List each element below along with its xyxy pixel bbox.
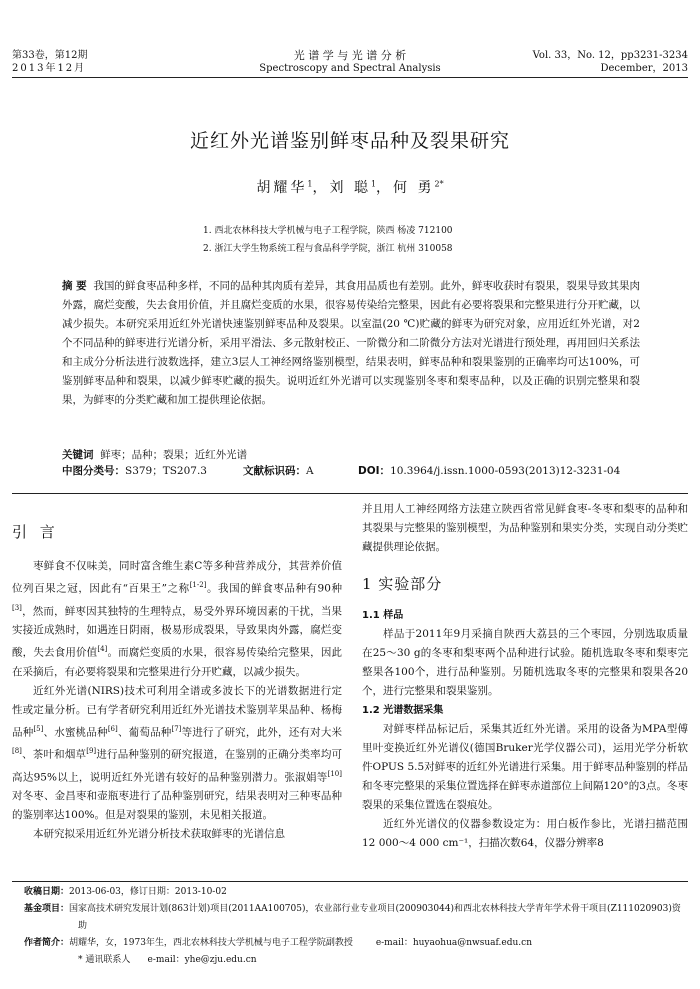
- subsection-1-2-heading: 1.2 光谱数据采集: [362, 705, 444, 716]
- doi: DOI：10.3964/j.issn.1000-0593(2013)12-3231-04: [358, 465, 621, 477]
- journal-name: 光 谱 学 与 光 谱 分 析 Spectroscopy and Spectral Analysis: [259, 49, 441, 74]
- intro-paragraph-2: 近红外光谱(NIRS)技术可利用全谱或多波长下的光谱数据进行定性或定量分析。已有学者研究利用近红外光谱技术鉴别苹果品种、杨梅品种[5]、水蜜桃品种[6]、葡萄品种[7]等进行了研究，此外，还有对大米[8]、茶叶和烟草[9]进行品种鉴别的研究报道，在鉴别的正确分类率均可高达95%以上，说明近红外光谱有较好的品种鉴别潜力。张淑娟等[10]对冬枣、金昌枣和壶瓶枣进行了品种鉴别研究，结果表明对三种枣品种的鉴别率达100%。但是对裂果的鉴别，未见相关报道。: [12, 684, 343, 821]
- subsection-1-1-heading: 1.1 样品: [362, 610, 404, 621]
- abstract: [62, 277, 640, 410]
- section-rule: [12, 493, 688, 494]
- affiliation-2: 2. 浙江大学生物系统工程与食品科学学院，浙江 杭州 310058: [203, 244, 453, 254]
- intro-heading: 引 言: [12, 523, 59, 541]
- paper-title: 近红外光谱鉴别鲜枣品种及裂果研究: [189, 130, 510, 152]
- footnote-rule: [12, 881, 688, 882]
- header-rule: [12, 77, 688, 78]
- footnotes: [24, 884, 688, 969]
- intro-body: [12, 557, 342, 844]
- received-date: 收稿日期：2013-06-03，修订日期：2013-10-02: [24, 887, 227, 897]
- journal-pages: Vol. 33，No. 12，pp3231-3234 December，2013: [532, 50, 688, 74]
- abstract-label: 摘 要: [62, 280, 87, 292]
- right-column: [362, 500, 688, 853]
- keywords: 关键词 鲜枣；品种；裂果；近红外光谱: [62, 449, 248, 461]
- document-code: 文献标识码：A: [243, 465, 314, 477]
- abstract-text: 我国的鲜食枣品种多样，不同的品种其肉质有差异，其食用品质也有差别。此外，鲜枣收获时有裂果，裂果导致其果肉外露，腐烂变酸，失去食用价值，并且腐烂变质的水果，很容易传染给完整果，因此有必要将裂果和完整果进行分开贮藏，以减少损失。本研究采用近红外光谱快速鉴别鲜枣品种及裂果。以室温(20 ℃)贮藏的鲜枣为研究对象，应用近红外光谱，对2个不同品种的鲜枣进行光谱分析，采用平滑法、多元散射校正、一阶微分和二阶微分方法对光谱进行预处理，再用回归关系法和主成分分析法进行波数选择，建立3层人工神经网络鉴别模型，结果表明，鲜枣品种和裂果鉴别的正确率均可达100%，可鉴别鲜枣品种和裂果，以减少鲜枣贮藏的损失。说明近红外光谱可以实现鉴别冬枣和梨枣品种，以及正确的识别完整果和裂果，为鲜枣的分类贮藏和加工提供理论依据。: [62, 280, 641, 406]
- spectra-paragraph-1: 对鲜枣样品标记后，采集其近红外光谱。采用的设备为MPA型傅里叶变换近红外光谱仪(德国Bruker光学仪器公司)，运用光学分析软件OPUS 5.5对鲜枣的近红外光谱进行采集。用于鲜枣品种鉴别的样品和冬枣完整果的采集位置选择在鲜枣赤道部位上间隔120°的3点。冬枣裂果的采集位置选在裂痕处。: [362, 723, 688, 811]
- section-1-heading: 1 实验部分: [362, 575, 443, 593]
- funding: 基金项目：国家高技术研究发展计划(863计划)项目(2011AA100705)，农业部行业专业项目(200903044)和西北农林科技大学青年学术骨干项目(Z111020903)资助: [24, 904, 681, 931]
- author-bio: 作者简介：胡耀华，女，1973年生，西北农林科技大学机械与电子工程学院副教授 e-mail：huyaohua@nwsuaf.edu.cn: [24, 938, 532, 948]
- intro-continuation: 并且用人工神经网络方法建立陕西省常见鲜食枣-冬枣和梨枣的品种和其裂果与完整果的鉴别模型，为品种鉴别和果实分类，实现自动分类贮藏提供理论依据。: [362, 503, 688, 553]
- spectra-paragraph-2: 近红外光谱仪的仪器参数设定为：用白板作参比，光谱扫描范围12 000～4 000 cm⁻¹，扫描次数64，仪器分辨率8: [362, 818, 688, 849]
- journal-volume: 第33卷，第12期 2013年12月: [12, 50, 88, 74]
- classification-code: 中图分类号：S379；TS207.3: [62, 465, 207, 477]
- samples-paragraph: 样品于2011年9月采摘自陕西大荔县的三个枣园，分别选取质量在25～30 g的冬枣和梨枣两个品种进行试验。随机选取冬枣和梨枣完整果各100个，进行品种鉴别。另随机选取冬枣的完整果和裂果各20个，进行完整果和裂果鉴别。: [362, 628, 688, 697]
- intro-paragraph-1: 枣鲜食不仅味美，同时富含维生素C等多种营养成分，其营养价值位列百果之冠，因此有“百果王”之称[1-2]。我国的鲜食枣品种有90种[3]，然而，鲜枣因其独特的生理特点，易受外界环境因素的干扰，当果实接近成熟时，如遇连日阴雨，极易形成裂果，导致果肉外露，腐烂变酸，失去食用价值[4]。而腐烂变质的水果，很容易传染给完整果，因此在采摘后，有必要将裂果和完整果进行分开贮藏，以减少损失。: [12, 560, 343, 678]
- author-list: 胡耀华$^1$，刘 聪$^1$，何 勇$^{2*}$: [256, 179, 444, 196]
- affiliation-1: 1. 西北农林科技大学机械与电子工程学院，陕西 杨凌 712100: [203, 226, 453, 236]
- intro-paragraph-3: 本研究拟采用近红外光谱分析技术获取鲜枣的光谱信息: [33, 828, 285, 840]
- corresponding-author: * 通讯联系人 e-mail：yhe@zju.edu.cn: [78, 955, 257, 965]
